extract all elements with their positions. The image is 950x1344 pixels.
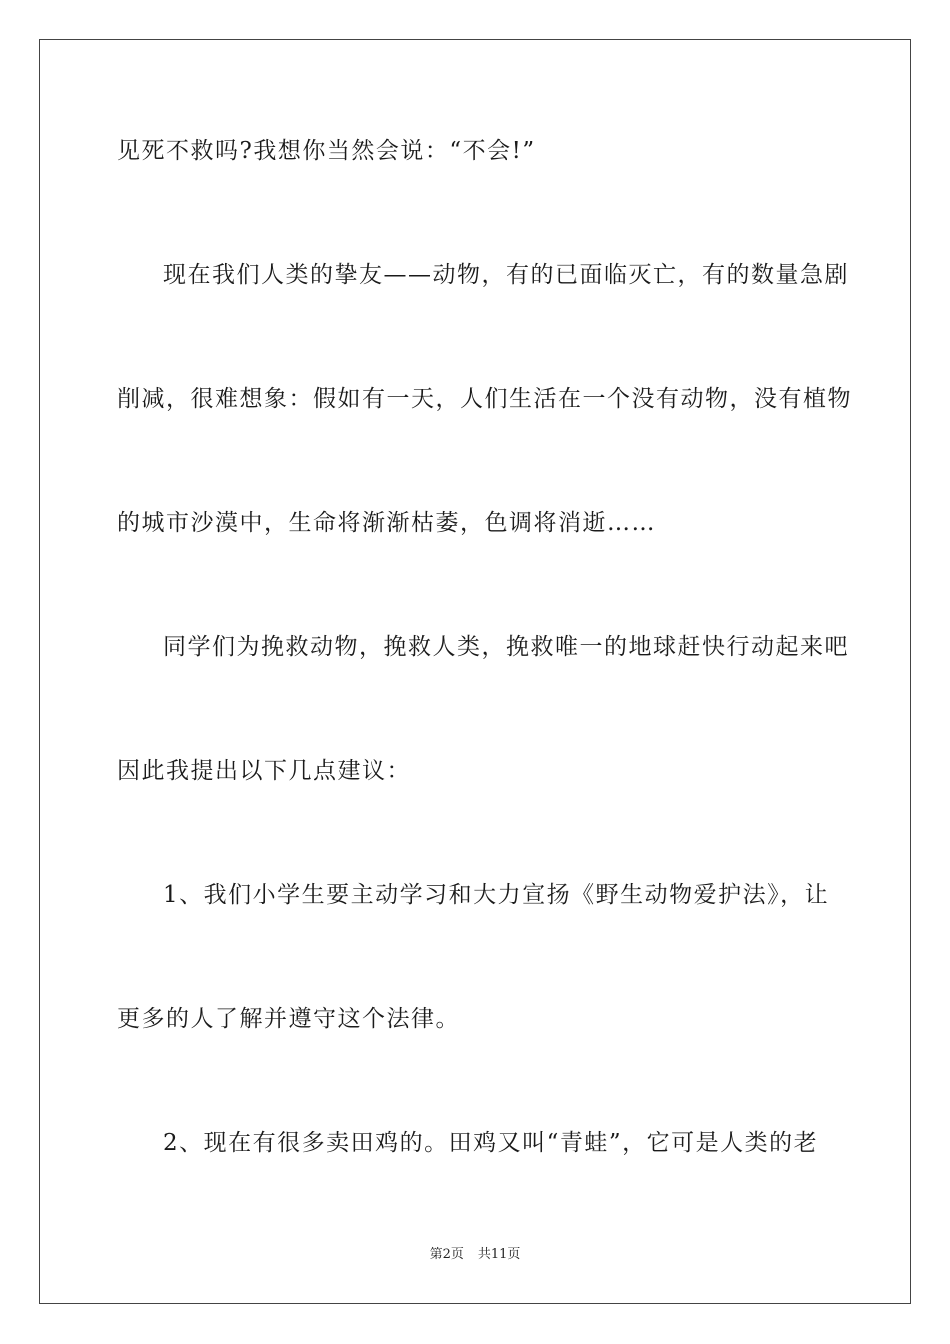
page-footer: [0, 1246, 950, 1264]
text-line: 见死不救吗?我想你当然会说：“不会!”: [117, 138, 536, 164]
text-line: 更多的人了解并遵守这个法律。: [117, 1006, 460, 1032]
page-total: 共11页: [477, 1247, 521, 1262]
text-line: 因此我提出以下几点建议：: [117, 758, 411, 784]
paragraph-start: 现在我们人类的挚友——动物，有的已面临灭亡，有的数量急剧: [163, 262, 849, 288]
page-border: [39, 39, 911, 1304]
text-line: 削减，很难想象：假如有一天，人们生活在一个没有动物，没有植物: [117, 386, 852, 412]
page-number: 第2页: [429, 1247, 464, 1262]
paragraph-start: 同学们为挽救动物，挽救人类，挽救唯一的地球赶快行动起来吧: [163, 634, 849, 660]
text-line: 的城市沙漠中，生命将渐渐枯萎，色调将消逝……: [117, 510, 656, 536]
list-item-1: 1、我们小学生要主动学习和大力宣扬《野生动物爱护法》，让: [163, 882, 830, 908]
list-item-2: 2、现在有很多卖田鸡的。田鸡又叫“青蛙”，它可是人类的老: [163, 1130, 819, 1156]
